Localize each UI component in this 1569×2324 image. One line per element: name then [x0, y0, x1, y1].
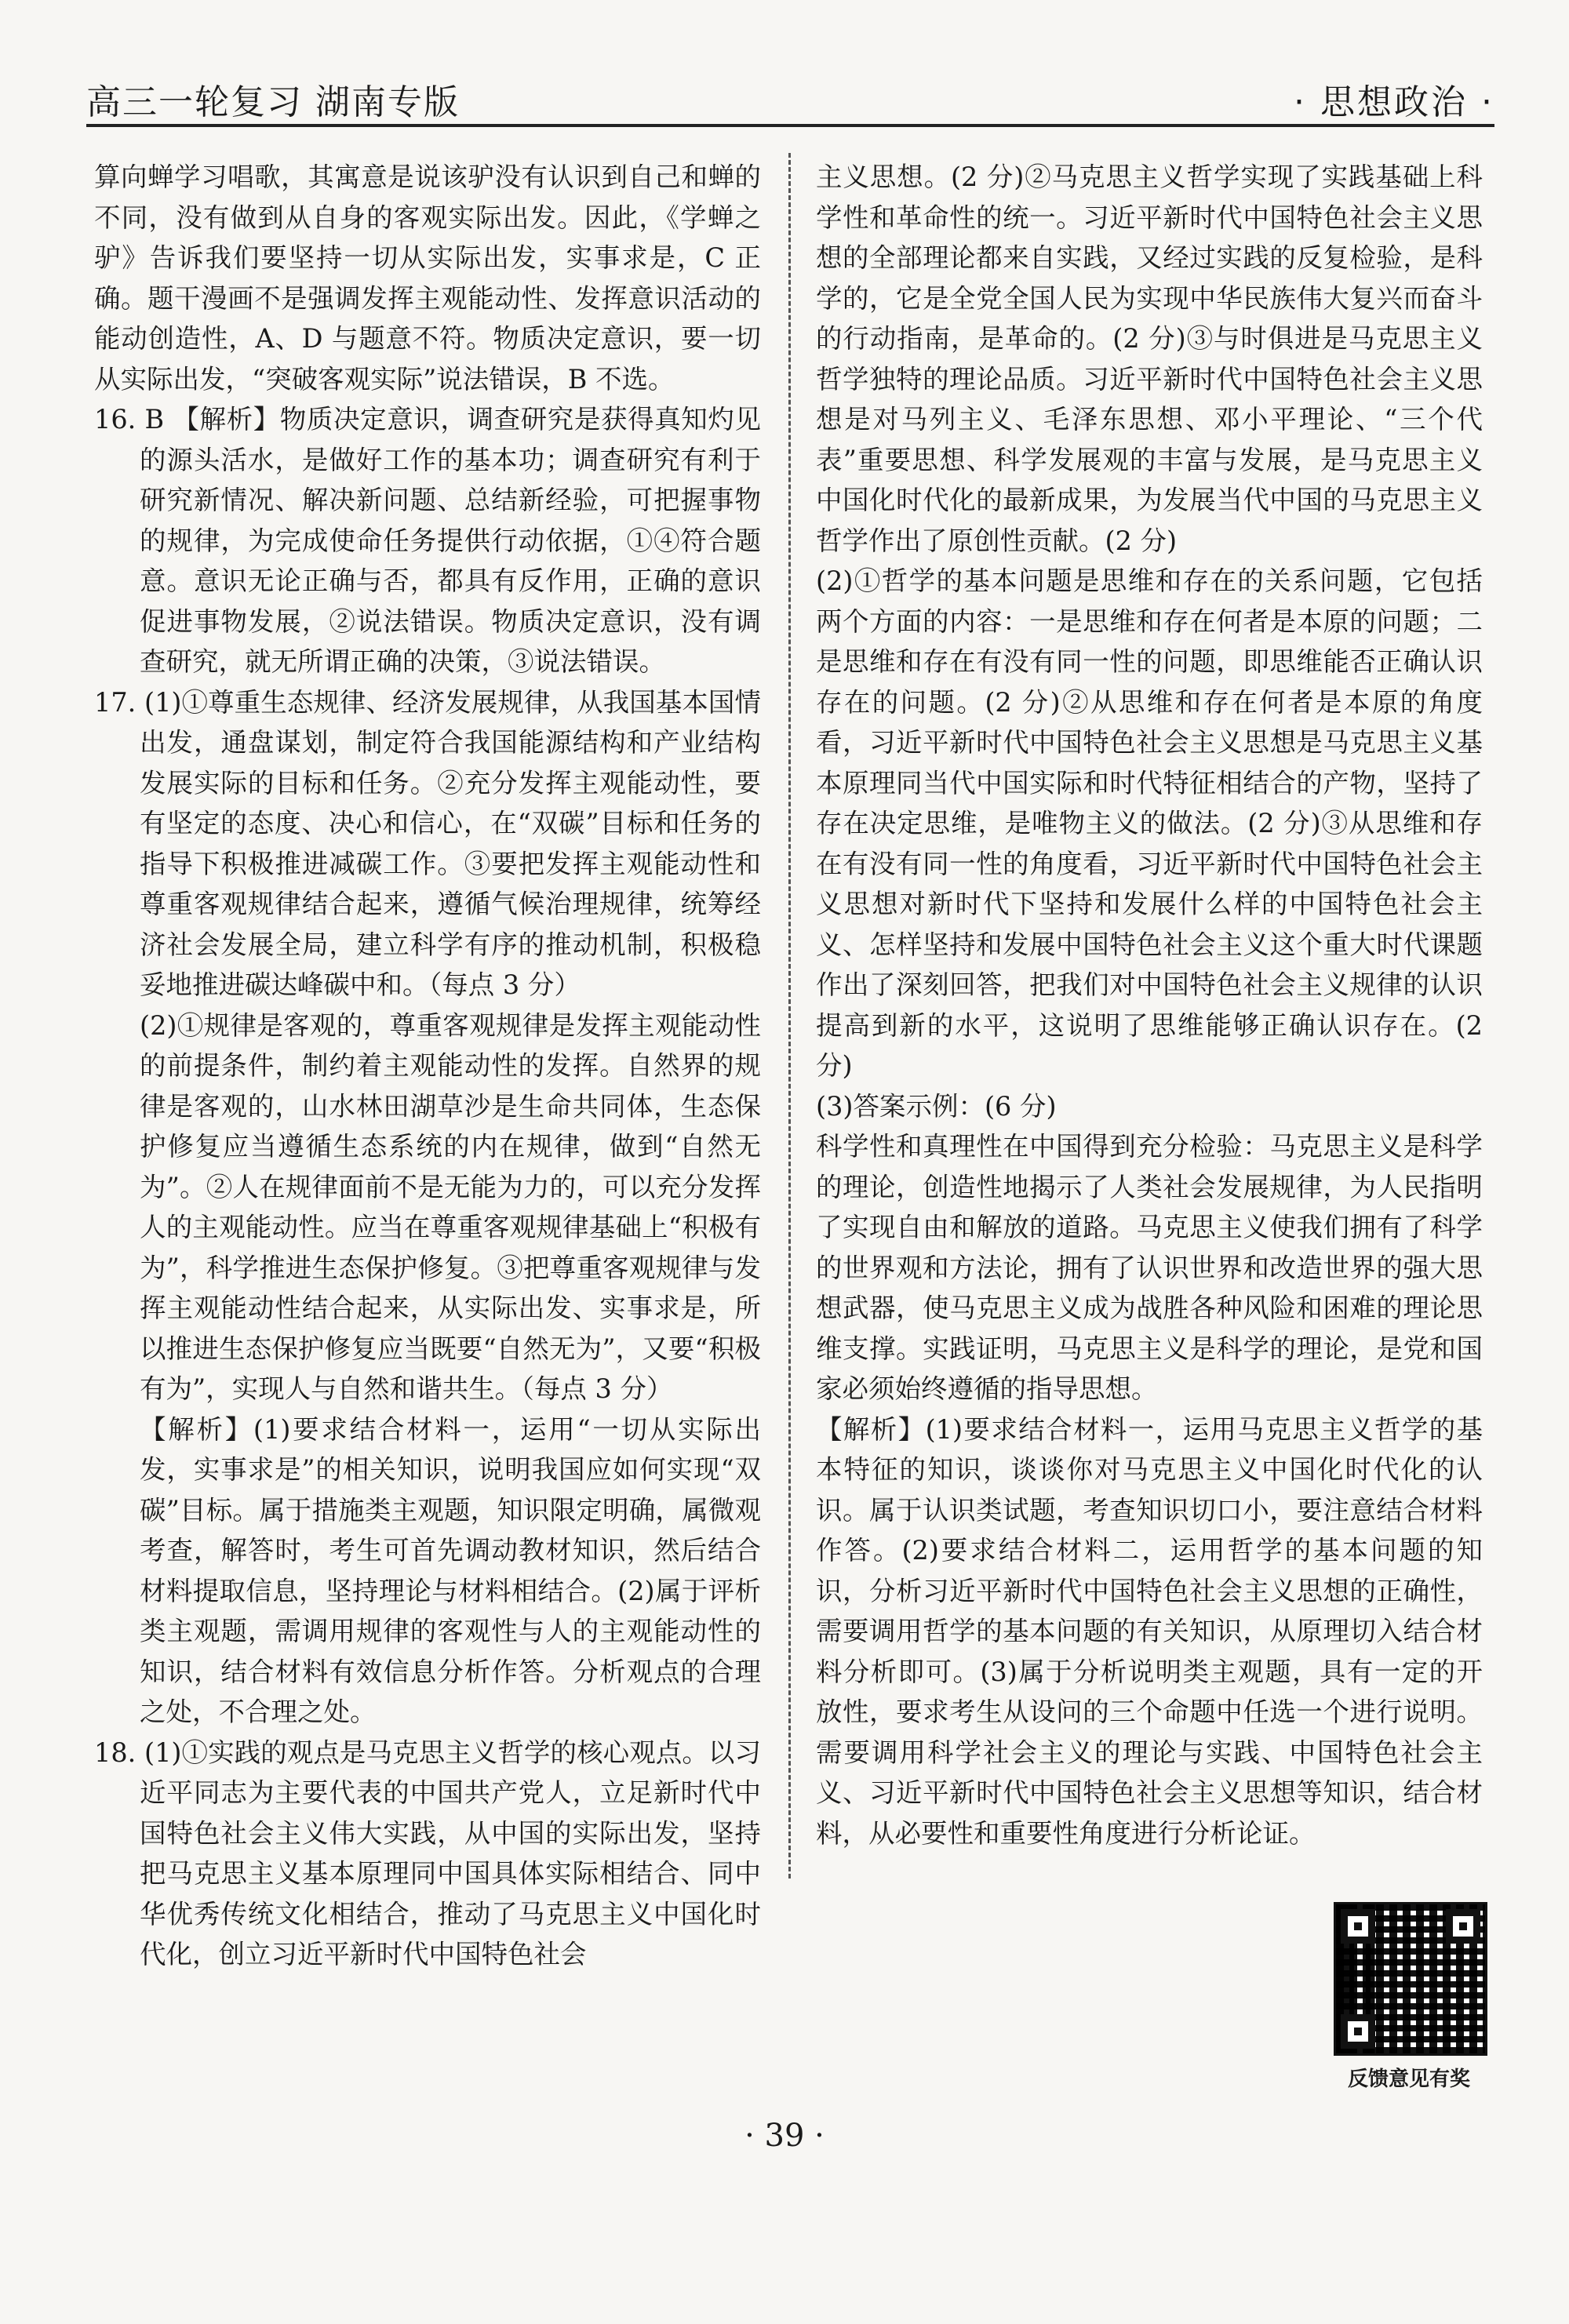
- qr-finder-icon: [1341, 1909, 1375, 1944]
- answer-paragraph: 18. (1)①实践的观点是马克思主义哲学的核心观点。以习近平同志为主要代表的中国共产党人，立足新时代中国特色社会主义伟大实践，从中国的实际出发，坚持把马克思主义基本原理同中国具体实际相结合、同中华优秀传统文化相结合，推动了马克思主义中国化时代化，创立习近平新时代中国特色社会: [94, 1737, 761, 1969]
- left-column: [94, 157, 761, 1975]
- column-divider: [788, 153, 791, 1878]
- qr-finder-icon: [1446, 1909, 1480, 1944]
- analysis-paragraph: 【解析】(1)要求结合材料一，运用“一切从实际出发，实事求是”的相关知识，说明我国应如何实现“双碳”目标。属于措施类主观题，知识限定明确，属微观考查，解答时，考生可首先调动教材知识，然后结合材料提取信息，坚持理论与材料相结合。(2)属于评析类主观题，需调用规律的客观性与人的主观能动性的知识，结合材料有效信息分析作答。分析观点的合理之处，不合理之处。: [140, 1413, 761, 1727]
- analysis-paragraph: 【解析】(1)要求结合材料一，运用马克思主义哲学的基本特征的知识，谈谈你对马克思主义中国化时代化的认识。属于认识类试题，考查知识切口小，要注意结合材料作答。(2)要求结合材料二，运用哲学的基本问题的知识，分析习近平新时代中国特色社会主义思想的正确性，需要调用哲学的基本问题的有关知识，从原理切入结合材料分析即可。(3)属于分析说明类主观题，具有一定的开放性，要求考生从设问的三个命题中任选一个进行说明。需要调用科学社会主义的理论与实践、中国特色社会主义、习近平新时代中国特色社会主义思想等知识，结合材料，从必要性和重要性角度进行分析论证。: [816, 1413, 1483, 1849]
- page-header: [86, 49, 1494, 127]
- answer-paragraph: 16. B 【解析】物质决定意识，调查研究是获得真知灼见的源头活水，是做好工作的基本功；调查研究有利于研究新情况、解决新问题、总结新经验，可把握事物的规律，为完成使命任务提供行动依据，①④符合题意。意识无论正确与否，都具有反作用，正确的意识促进事物发展，②说法错误。物质决定意识，没有调查研究，就无所谓正确的决策，③说法错误。: [94, 404, 761, 677]
- answer-paragraph: (2)①哲学的基本问题是思维和存在的关系问题，它包括两个方面的内容：一是思维和存在何者是本原的问题；二是思维和存在有没有同一性的问题，即思维能否正确认识存在的问题。(2 分)②从思维和存在何者是本原的角度看，习近平新时代中国特色社会主义思想是马克思主义基本原理同当代中国实际和时代特征相结合的产物，坚持了存在决定思维，是唯物主义的做法。(2 分)③从思维和存在有没有同一性的角度看，习近平新时代中国特色社会主义思想对新时代下坚持和发展什么样的中国特色社会主义、怎样坚持和发展中国特色社会主义这个重大时代课题作出了深刻回答，把我们对中国特色社会主义规律的认识提高到新的水平，这说明了思维能够正确认识存在。(2 分): [816, 566, 1483, 1081]
- answer-paragraph: (2)①规律是客观的，尊重客观规律是发挥主观能动性的前提条件，制约着主观能动性的发挥。自然界的规律是客观的，山水林田湖草沙是生命共同体，生态保护修复应当遵循生态系统的内在规律，做到“自然无为”。②人在规律面前不是无能为力的，可以充分发挥人的主观能动性。应当在尊重客观规律基础上“积极有为”，科学推进生态保护修复。③把尊重客观规律与发挥主观能动性结合起来，从实际出发、实事求是，所以推进生态保护修复应当既要“自然无为”，又要“积极有为”，实现人与自然和谐共生。（每点 3 分）: [140, 1009, 761, 1404]
- book-series-title: 高三一轮复习 湖南专版: [86, 82, 460, 122]
- answer-paragraph: 算向蝉学习唱歌，其寓意是说该驴没有认识到自己和蝉的不同，没有做到从自身的客观实际出发。因此，《学蝉之驴》告诉我们要坚持一切从实际出发，实事求是，C 正确。题干漫画不是强调发挥主观能动性、发挥意识活动的能动创造性，A、D 与题意不符。物质决定意识，要一切从实际出发，“突破客观实际”说法错误，B 不选。: [94, 162, 761, 395]
- qr-code-icon[interactable]: [1334, 1902, 1487, 2056]
- qr-finder-icon: [1341, 2014, 1375, 2049]
- answer-paragraph: 17. (1)①尊重生态规律、经济发展规律，从我国基本国情出发，通盘谋划，制定符合我国能源结构和产业结构发展实际的目标和任务。②充分发挥主观能动性，要有坚定的态度、决心和信心，在“双碳”目标和任务的指导下积极推进减碳工作。③要把发挥主观能动性和尊重客观规律结合起来，遵循气候治理规律，统筹经济社会发展全局，建立科学有序的推动机制，积极稳妥地推进碳达峰碳中和。（每点 3 分）: [94, 686, 761, 1000]
- page-number: · 39 ·: [744, 2118, 825, 2154]
- answer-paragraph: 主义思想。(2 分)②马克思主义哲学实现了实践基础上科学性和革命性的统一。习近平新时代中国特色社会主义思想的全部理论都来自实践，又经过实践的反复检验，是科学的，它是全党全国人民为实现中华民族伟大复兴而奋斗的行动指南，是革命的。(2 分)③与时俱进是马克思主义哲学独特的理论品质。习近平新时代中国特色社会主义思想是对马列主义、毛泽东思想、邓小平理论、“三个代表”重要思想、科学发展观的丰富与发展，是马克思主义中国化时代化的最新成果，为发展当代中国的马克思主义哲学作出了原创性贡献。(2 分): [816, 162, 1483, 556]
- answer-paragraph: 科学性和真理性在中国得到充分检验：马克思主义是科学的理论，创造性地揭示了人类社会发展规律，为人民指明了实现自由和解放的道路。马克思主义使我们拥有了科学的世界观和方法论，拥有了认识世界和改造世界的强大思想武器，使马克思主义成为战胜各种风险和困难的理论思维支撑。实践证明，马克思主义是科学的理论，是党和国家必须始终遵循的指导思想。: [816, 1131, 1483, 1404]
- subject-title: · 思想政治 ·: [1294, 82, 1494, 122]
- answer-paragraph: (3)答案示例：(6 分): [816, 1090, 1057, 1122]
- qr-caption: 反馈意见有奖: [1347, 2068, 1470, 2091]
- right-column: [816, 157, 1483, 1853]
